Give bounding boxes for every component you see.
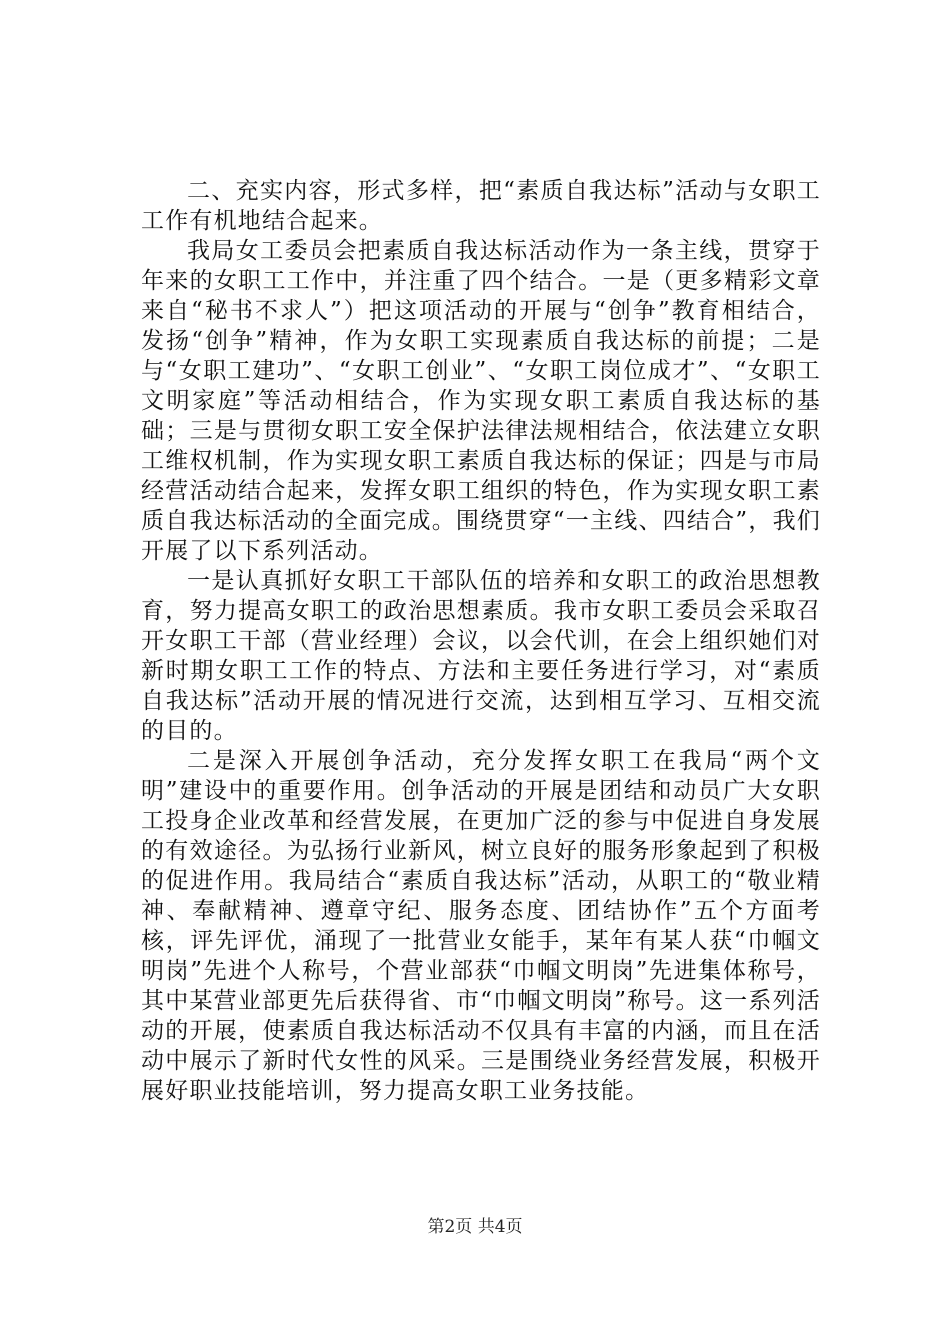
paragraph-main-line: 我局女工委员会把素质自我达标活动作为一条主线，贯穿于年来的女职工工作中，并注重了四个结合。一是（更多精彩文章来自“秘书不求人”）把这项活动的开展与“创争”教育相结合，发扬“创争”精神，作为女职工实现素质自我达标的前提；二是与“女职工建功”、“女职工创业”、“女职工岗位成才”、“女职工文明家庭”等活动相结合，作为实现女职工素质自我达标的基础；三是与贯彻女职工安全保护法律法规相结合，依法建立女职工维权机制，作为实现女职工素质自我达标的保证；四是与市局经营活动结合起来，发挥女职工组织的特色，作为实现女职工素质自我达标活动的全面完成。围绕贯穿“一主线、四结合”，我们开展了以下系列活动。	[141, 238, 821, 564]
paragraph-campaign: 二是深入开展创争活动，充分发挥女职工在我局“两个文明”建设中的重要作用。创争活动的开展是团结和动员广大女职工投身企业改革和经营发展，在更加广泛的参与中促进自身发展的有效途径。为弘扬行业新风，树立良好的服务形象起到了积极的促进作用。我局结合“素质自我达标”活动，从职工的“敬业精神、奉献精神、遵章守纪、服务态度、团结协作”五个方面考核，评先评优，涌现了一批营业女能手，某年有某人获“巾帼文明岗”先进个人称号，个营业部获“巾帼文明岗”先进集体称号，其中某营业部更先后获得省、市“巾帼文明岗”称号。这一系列活动的开展，使素质自我达标活动不仅具有丰富的内涵，而且在活动中展示了新时代女性的风采。三是围绕业务经营发展，积极开展好职业技能培训，努力提高女职工业务技能。	[141, 748, 821, 1104]
paragraph-training: 一是认真抓好女职工干部队伍的培养和女职工的政治思想教育，努力提高女职工的政治思想素质。我市女职工委员会采取召开女职工干部（营业经理）会议，以会代训，在会上组织她们对新时期女职工工作的特点、方法和主要任务进行学习，对“素质自我达标”活动开展的情况进行交流，达到相互学习、互相交流的目的。	[141, 568, 821, 744]
page-number-footer: 第2页 共4页	[427, 1217, 523, 1237]
document-body	[141, 176, 821, 1106]
paragraph-heading-two: 二、充实内容，形式多样，把“素质自我达标”活动与女职工工作有机地结合起来。	[141, 178, 821, 234]
